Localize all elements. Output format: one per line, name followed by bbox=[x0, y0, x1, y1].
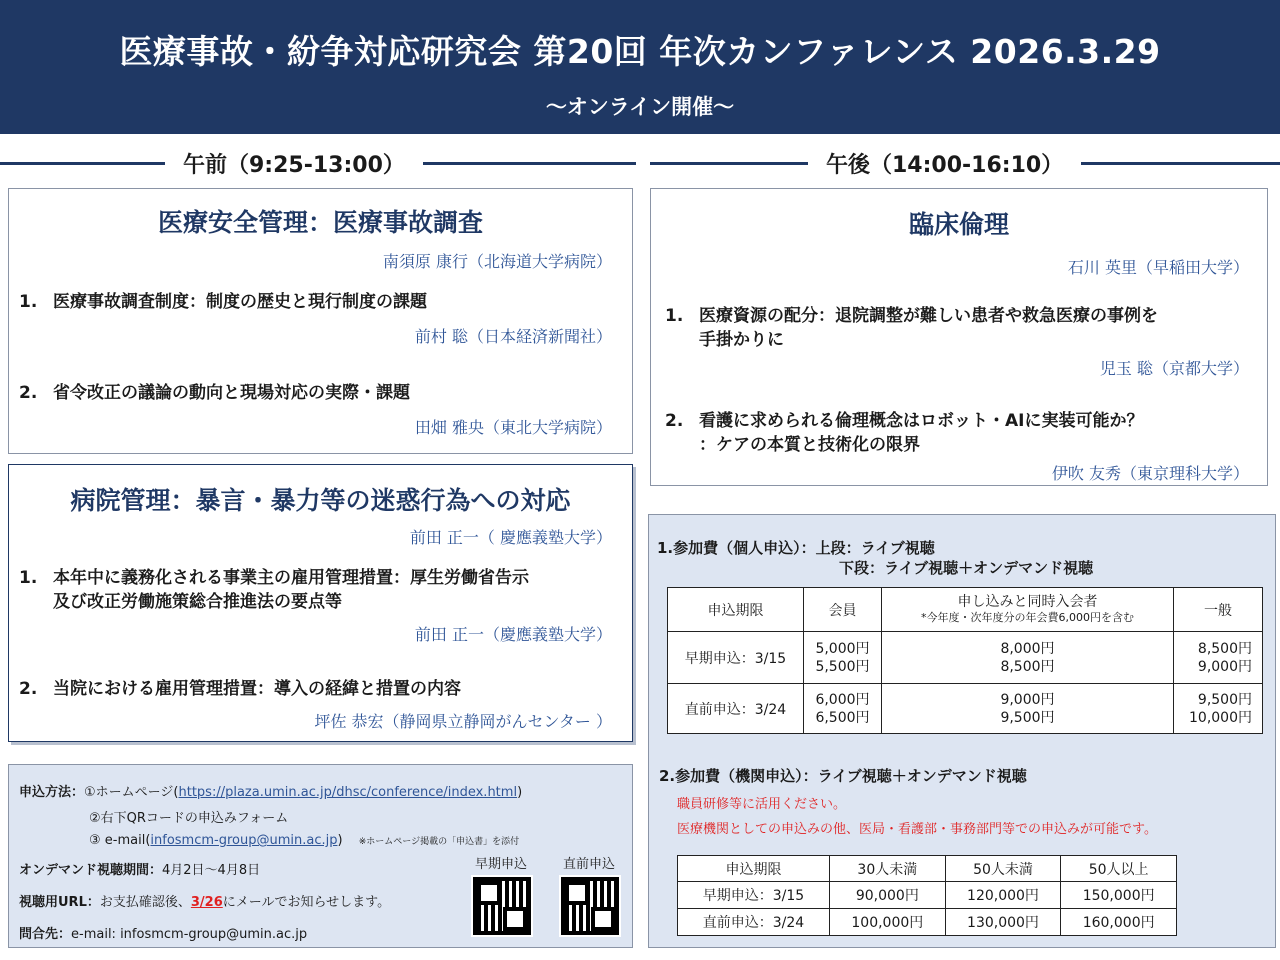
afternoon-label: 午後（14:00-16:10） bbox=[826, 152, 1064, 178]
item-number: 1. bbox=[19, 292, 38, 312]
homepage-link[interactable]: https://plaza.umin.ac.jp/dhsc/conference/index.html bbox=[178, 785, 518, 800]
table-cell bbox=[1174, 684, 1263, 734]
qr-code-early[interactable] bbox=[471, 875, 533, 937]
divider bbox=[0, 162, 165, 165]
qr-code-late[interactable] bbox=[559, 875, 621, 937]
table-cell bbox=[1174, 632, 1263, 684]
page-subtitle: ～オンライン開催～ bbox=[545, 95, 735, 119]
item-text-line2: ：ケアの本質と技術化の限界 bbox=[699, 435, 920, 455]
session-title: 病院管理：暴言・暴力等の迷惑行為への対応 bbox=[70, 486, 571, 515]
price-ondemand: 10,000円 bbox=[1189, 709, 1252, 726]
method3-prefix: ③ e-mail( bbox=[89, 833, 151, 848]
price-ondemand: 8,500円 bbox=[1000, 658, 1055, 675]
item-number: 2. bbox=[19, 679, 38, 699]
agenda-item bbox=[9, 381, 632, 405]
item-number: 2. bbox=[19, 383, 38, 403]
method3-note: ※ホームページ掲載の「申込書」を添付 bbox=[358, 837, 520, 847]
divider bbox=[1081, 162, 1280, 165]
qr-code-icon bbox=[561, 877, 619, 935]
url-text: お支払確認後、 bbox=[99, 895, 191, 910]
divider bbox=[423, 162, 636, 165]
url-label: 視聴用URL： bbox=[19, 895, 100, 910]
price-live: 9,500円 bbox=[1197, 691, 1252, 708]
table-header: 30人未満 bbox=[830, 856, 946, 882]
ondemand-value: 4月2日～4月8日 bbox=[162, 863, 261, 878]
session-panel-hospital bbox=[8, 464, 633, 742]
page-title: 医療事故・紛争対応研究会 第20回 年次カンファレンス 2026.3.29 bbox=[119, 32, 1161, 71]
session-title: 臨床倫理 bbox=[908, 210, 1009, 239]
price-live: 5,000円 bbox=[815, 640, 870, 657]
session-title: 医療安全管理：医療事故調査 bbox=[157, 208, 483, 237]
item-speaker: 坪佐 恭宏（静岡県立静岡がんセンター ） bbox=[314, 712, 612, 731]
price-live: 8,000円 bbox=[1000, 640, 1055, 657]
table-header-main: 申し込みと同時入会者 bbox=[957, 593, 1098, 610]
morning-section-head bbox=[0, 148, 636, 178]
price-ondemand: 9,000円 bbox=[1197, 658, 1252, 675]
item-speaker: 前村 聡（日本経済新聞社） bbox=[414, 327, 612, 346]
item-speaker: 伊吹 友秀（東京理科大学） bbox=[1051, 464, 1249, 483]
table-row bbox=[668, 684, 1263, 734]
fees-panel bbox=[648, 514, 1276, 948]
table-cell: 130,000円 bbox=[945, 909, 1061, 936]
institution-fee-heading: 2.参加費（機関申込）：ライブ視聴＋オンデマンド視聴 bbox=[659, 767, 1027, 785]
contact-label: 問合先： bbox=[19, 927, 72, 942]
table-cell: 直前申込：3/24 bbox=[678, 909, 830, 936]
table-row bbox=[668, 632, 1263, 684]
url-text: にメールでお知らせします。 bbox=[222, 895, 391, 910]
table-cell: 150,000円 bbox=[1061, 882, 1177, 909]
table-cell bbox=[804, 684, 882, 734]
afternoon-section-head bbox=[650, 148, 1280, 178]
agenda-item bbox=[651, 304, 1267, 352]
item-text-line2: 及び改正労働施策総合推進法の要点等 bbox=[53, 592, 342, 612]
apply-method-line3 bbox=[89, 833, 519, 848]
item-speaker: 田畑 雅央（東北大学病院） bbox=[414, 418, 612, 437]
price-live: 6,000円 bbox=[815, 691, 870, 708]
table-header: 50人未満 bbox=[945, 856, 1061, 882]
viewing-url-info bbox=[19, 891, 390, 910]
method1-prefix: ①ホームページ( bbox=[84, 785, 179, 800]
url-date: 3/26 bbox=[190, 895, 223, 910]
item-number: 1. bbox=[19, 568, 38, 588]
table-cell bbox=[804, 632, 882, 684]
item-text-line2: 手掛かりに bbox=[699, 330, 784, 350]
institution-fee-table bbox=[677, 855, 1177, 936]
price-ondemand: 5,500円 bbox=[815, 658, 870, 675]
item-text-line1: 看護に求められる倫理概念はロボット・AIに実装可能か？ bbox=[699, 411, 1144, 431]
personal-fee-subheading: 下段：ライブ視聴＋オンデマンド視聴 bbox=[839, 559, 1094, 577]
agenda-item bbox=[9, 677, 632, 701]
table-cell bbox=[882, 632, 1174, 684]
item-text: 当院における雇用管理措置：導入の経緯と措置の内容 bbox=[53, 679, 461, 699]
apply-method2: ②右下QRコードの申込みフォーム bbox=[89, 811, 289, 826]
price-live: 9,000円 bbox=[1000, 691, 1055, 708]
table-cell: 直前申込：3/24 bbox=[668, 684, 804, 734]
agenda-item bbox=[9, 290, 632, 314]
table-header: 会員 bbox=[804, 588, 882, 632]
item-speaker: 前田 正一（慶應義塾大学） bbox=[414, 625, 612, 644]
qr-code-icon bbox=[473, 877, 531, 935]
table-header: 50人以上 bbox=[1061, 856, 1177, 882]
table-cell: 120,000円 bbox=[945, 882, 1061, 909]
ondemand-period bbox=[19, 859, 260, 878]
session-chair: 石川 英里（早稲田大学） bbox=[1067, 258, 1249, 277]
contact-value: e-mail: infosmcm-group@umin.ac.jp bbox=[71, 927, 308, 942]
method3-suffix: ) bbox=[337, 833, 343, 848]
item-number: 1. bbox=[665, 306, 684, 326]
header-banner bbox=[0, 0, 1280, 134]
session-chair: 南須原 康行（北海道大学病院） bbox=[382, 252, 612, 271]
table-cell: 早期申込：3/15 bbox=[668, 632, 804, 684]
qr-late-label: 直前申込 bbox=[562, 857, 615, 872]
session-chair: 前田 正一（ 慶應義塾大学） bbox=[409, 528, 612, 547]
table-cell: 100,000円 bbox=[830, 909, 946, 936]
item-number: 2. bbox=[665, 411, 684, 431]
personal-fee-table bbox=[667, 587, 1263, 734]
table-row bbox=[678, 909, 1177, 936]
table-cell: 90,000円 bbox=[830, 882, 946, 909]
ondemand-label: オンデマンド視聴期間： bbox=[19, 863, 163, 878]
qr-early-label: 早期申込 bbox=[474, 857, 527, 872]
item-text: 医療事故調査制度：制度の歴史と現行制度の課題 bbox=[53, 292, 427, 312]
personal-fee-heading: 1.参加費（個人申込）：上段：ライブ視聴 bbox=[657, 539, 935, 557]
institution-note: 医療機関としての申込みの他、医局・看護部・事務部門等での申込みが可能です。 bbox=[677, 822, 1157, 837]
table-header: 申込期限 bbox=[668, 588, 804, 632]
table-header bbox=[882, 588, 1174, 632]
table-header-note: *今年度・次年度分の年会費6,000円を含む bbox=[921, 610, 1134, 624]
price-ondemand: 9,500円 bbox=[1000, 709, 1055, 726]
item-text: 省令改正の議論の動向と現場対応の実際・課題 bbox=[53, 383, 410, 403]
apply-method-line1 bbox=[19, 781, 522, 800]
item-text-line1: 本年中に義務化される事業主の雇用管理措置：厚生労働省告示 bbox=[53, 568, 529, 588]
table-header: 一般 bbox=[1174, 588, 1263, 632]
session-panel-ethics bbox=[650, 188, 1268, 486]
table-cell: 早期申込：3/15 bbox=[678, 882, 830, 909]
apply-method-label: 申込方法： bbox=[19, 785, 85, 800]
institution-note: 職員研修等に活用ください。 bbox=[677, 797, 847, 812]
table-row bbox=[678, 882, 1177, 909]
contact-info bbox=[19, 923, 307, 942]
email-link[interactable]: infosmcm-group@umin.ac.jp bbox=[150, 833, 338, 848]
session-panel-safety bbox=[8, 188, 633, 454]
agenda-item bbox=[651, 409, 1267, 457]
table-cell bbox=[882, 684, 1174, 734]
morning-label: 午前（9:25-13:00） bbox=[183, 152, 405, 178]
price-ondemand: 6,500円 bbox=[815, 709, 870, 726]
method1-suffix: ) bbox=[517, 785, 523, 800]
agenda-item bbox=[9, 566, 632, 614]
divider bbox=[650, 162, 808, 165]
item-text-line1: 医療資源の配分：退院調整が難しい患者や救急医療の事例を bbox=[699, 306, 1158, 326]
table-header: 申込期限 bbox=[678, 856, 830, 882]
table-cell: 160,000円 bbox=[1061, 909, 1177, 936]
application-panel bbox=[8, 764, 633, 948]
item-speaker: 児玉 聡（京都大学） bbox=[1099, 359, 1249, 378]
price-live: 8,500円 bbox=[1197, 640, 1252, 657]
